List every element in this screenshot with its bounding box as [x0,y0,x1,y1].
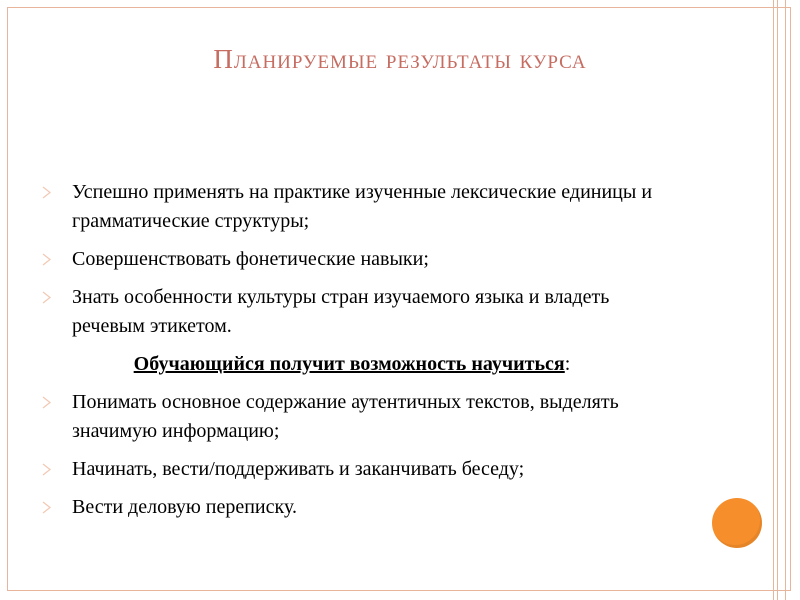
list-item [42,455,682,484]
list-item-text: Понимать основное содержание аутентичных текстов, выделять значимую информацию; [72,391,619,442]
subheading-suffix: : [564,353,571,375]
arrow-bullet-icon [42,463,52,476]
subheading [42,350,682,379]
arrow-bullet-icon [42,291,52,304]
decorative-rail [773,0,774,600]
list-item-text: Знать особенности культуры стран изучаемого языка и владеть речевым этикетом. [72,286,610,337]
arrow-bullet-icon [42,396,52,409]
list-item-text: Совершенствовать фонетические навыки; [72,248,429,270]
arrow-bullet-icon [42,186,52,199]
decorative-rail [785,0,786,600]
list-item [42,493,682,522]
list-item [42,283,682,341]
list-item [42,178,682,236]
slide-title: Планируемые результаты курса [213,44,587,74]
list-item-text: Успешно применять на практике изученные лексические единицы и грамматические структуры; [72,181,653,232]
slide-content [42,178,682,531]
decorative-rail [777,0,778,600]
arrow-bullet-icon [42,253,52,266]
list-item [42,245,682,274]
list-item-text: Вести деловую переписку. [72,496,297,518]
list-item [42,388,682,446]
list-item-text: Начинать, вести/поддерживать и заканчивать беседу; [72,458,525,480]
arrow-bullet-icon [42,501,52,514]
orange-circle-decoration [712,498,762,548]
subheading-text: Обучающийся получит возможность научиться [133,353,565,375]
